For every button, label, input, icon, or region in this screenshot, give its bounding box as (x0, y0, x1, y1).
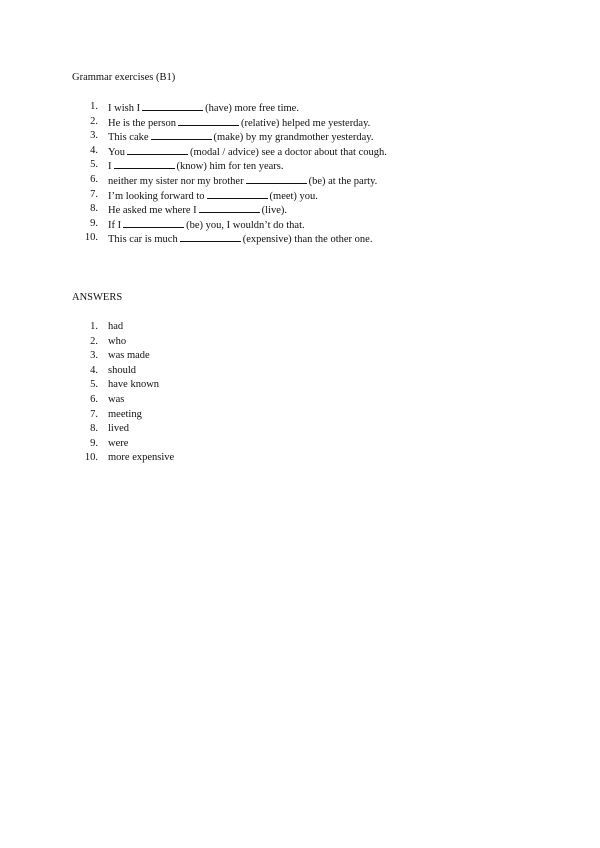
exercise-item (72, 173, 572, 188)
exercise-hint: (have) more free time. (205, 103, 299, 114)
exercise-number: 5. (90, 159, 98, 171)
answer-text: have known (108, 379, 160, 391)
answer-number: 5. (90, 379, 98, 391)
exercise-item (72, 144, 572, 159)
exercise-number: 3. (90, 130, 98, 142)
answer-blank (199, 202, 260, 213)
exercise-item (72, 100, 572, 115)
answer-number: 10. (84, 452, 98, 464)
exercise-number: 8. (90, 203, 98, 215)
answer-text: was made (108, 350, 150, 362)
answer-item (72, 393, 572, 408)
exercise-text (108, 231, 372, 248)
exercise-hint: (relative) helped me yesterday. (240, 117, 371, 129)
answer-item (72, 349, 572, 364)
answer-blank (142, 100, 203, 111)
exercise-item (72, 217, 572, 232)
exercise-number: 1. (90, 101, 98, 112)
exercise-hint: (know) him for ten years. (176, 161, 284, 173)
answer-item (72, 378, 572, 393)
answer-blank (127, 144, 188, 155)
answer-blank (207, 188, 268, 199)
exercise-item (72, 231, 572, 246)
exercise-item (72, 115, 572, 130)
exercise-item (72, 158, 572, 173)
answer-number: 8. (90, 423, 98, 435)
exercise-hint: (meet) you. (269, 190, 318, 202)
answer-text: should (108, 364, 137, 376)
exercise-prompt: He is the person (108, 117, 176, 129)
exercise-prompt: This car is much (108, 234, 178, 246)
exercise-item (72, 188, 572, 203)
answer-text: meeting (108, 408, 142, 420)
exercise-number: 4. (90, 144, 98, 156)
answer-list (72, 320, 572, 466)
answers-heading: ANSWERS (72, 292, 123, 303)
answer-number: 2. (90, 335, 98, 347)
answer-text: who (108, 335, 127, 347)
page-title: Grammar exercises (B1) (72, 72, 176, 83)
answer-blank (180, 231, 241, 242)
exercise-number: 9. (90, 217, 98, 229)
exercise-prompt: This cake (108, 132, 149, 144)
answer-text: more expensive (108, 452, 175, 464)
exercise-hint: (be) you, I wouldn’t do that. (186, 219, 305, 231)
answer-blank (178, 115, 239, 126)
exercise-number: 10. (84, 232, 98, 244)
answer-number: 1. (90, 321, 98, 332)
exercise-list (72, 100, 572, 246)
exercise-number: 2. (90, 115, 98, 127)
answer-item (72, 364, 572, 379)
exercise-item (72, 202, 572, 217)
answer-text: were (108, 437, 129, 449)
exercise-prompt: If I (108, 219, 122, 231)
answer-blank (123, 217, 184, 228)
answer-item (72, 451, 572, 466)
answer-number: 4. (90, 364, 98, 376)
answer-item (72, 422, 572, 437)
exercise-hint: (live). (261, 205, 287, 217)
answer-item (72, 437, 572, 452)
exercise-item (72, 129, 572, 144)
answer-blank (114, 158, 175, 169)
exercise-prompt: neither my sister nor my brother (108, 175, 244, 187)
exercise-hint: (be) at the party. (308, 175, 378, 187)
answer-blank (246, 173, 307, 184)
exercise-prompt: I (108, 161, 112, 173)
answer-text: had (108, 321, 124, 332)
exercise-number: 6. (90, 173, 98, 185)
exercise-prompt: You (108, 146, 126, 158)
exercise-number: 7. (90, 188, 98, 200)
answer-number: 3. (90, 350, 98, 362)
answer-number: 9. (90, 437, 98, 449)
exercise-hint: (make) by my grandmother yesterday. (213, 132, 374, 144)
answer-number: 7. (90, 408, 98, 420)
exercise-hint: (modal / advice) see a doctor about that cough. (190, 146, 387, 158)
exercise-prompt: I wish I (108, 103, 141, 114)
answer-item (72, 335, 572, 350)
answer-item (72, 408, 572, 423)
answer-blank (151, 129, 212, 140)
exercise-hint: (expensive) than the other one. (242, 234, 373, 246)
exercise-prompt: I’m looking forward to (108, 190, 205, 202)
answer-text: was (108, 393, 125, 405)
answer-number: 6. (90, 393, 98, 405)
answer-text: lived (108, 423, 129, 435)
exercise-prompt: He asked me where I (108, 205, 197, 217)
answer-item (72, 320, 572, 335)
